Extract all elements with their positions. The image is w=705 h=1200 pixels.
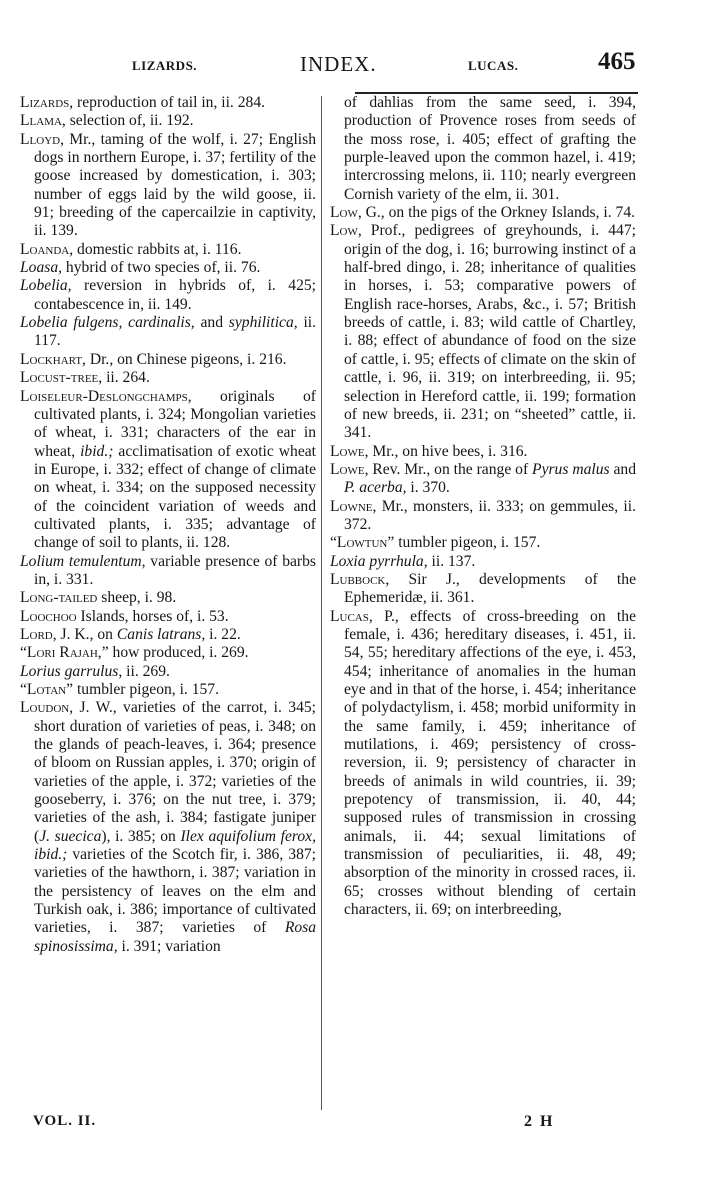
index-entry	[330, 94, 636, 204]
entry-text: of dahlias from the same seed, i. 394, production of Provence roses from seeds of the moss rose, i. 405; effect of grafting the purple-leaved upon the common hazel, i. 419; intercrossing melons, ii. 110; nearly evergreen Cornish variety of the elm, ii. 301.	[344, 94, 636, 203]
entry-text: ii. 137.	[427, 552, 476, 570]
index-entry	[20, 644, 316, 662]
entry-heading: Locust-tree,	[20, 369, 103, 387]
entry-heading: “Lori Rajah,”	[20, 644, 109, 662]
index-entry	[20, 388, 316, 553]
index-entry	[20, 553, 316, 590]
entry-text: i. 370.	[406, 479, 450, 497]
index-entry	[20, 314, 316, 351]
entry-text: J. W., varieties of the carrot, i. 345; short duration of varieties of peas, i. 348; on the glands of peach-leaves, i. 364; presence of bloom on Russian apples, i. 370; origin of varieties of the apple, i. 372; varieties of the gooseberry, i. 376; on the nut tree, i. 379; varieties of the ash, i. 384; fastigate juniper (	[34, 699, 316, 845]
entry-text: reversion in hybrids of, i. 425; contabescence in, ii. 149.	[34, 277, 316, 313]
entry-heading: “Lotan”	[20, 681, 74, 698]
entry-text: Islands, horses of, i. 53.	[76, 607, 229, 625]
index-entry	[330, 534, 636, 552]
entry-text: tumbler pigeon, i. 157.	[73, 681, 220, 698]
entry-heading: Loudon,	[20, 699, 74, 717]
index-entry	[20, 241, 316, 259]
entry-italic-text: Pyrus malus	[532, 460, 610, 478]
footer-volume: VOL. II.	[33, 1113, 97, 1129]
entry-text: Prof., pedigrees of greyhounds, i. 447; origin of the dog, i. 16; burrowing instinct of a half-bred dingo, i. 28; inheritance of qualities in horses, i. 53; comparative powers of English race-horses, Arabs, &c., i. 57; British breeds of cattle, i. 83; wild cattle of Chartley, i. 88; effect of abundance of food on the size of cattle, i. 95; effects of climate on the skin of cattle, i. 96, ii. 319; on interbreeding, ii. 95; selection in Hereford cattle, ii. 199; formation of new breeds, ii. 231; on “sheeted” cattle, ii. 341.	[344, 222, 636, 442]
entry-heading: Loochoo	[20, 607, 77, 625]
entry-heading: Loiseleur-Deslongchamps,	[20, 387, 192, 405]
index-entry	[20, 277, 316, 314]
entry-heading: Lubbock,	[330, 570, 390, 588]
entry-text: Mr., monsters, ii. 333; on gemmules, ii. 372.	[344, 497, 636, 533]
index-entry	[20, 663, 316, 681]
entry-text: G., on the pigs of the Orkney Islands, i. 74.	[361, 204, 636, 222]
entry-text: Mr., taming of the wolf, i. 27; English dogs in northern Europe, i. 37; fertility of the goose increased by domestication, i. 303; number of eggs laid by the wild goose, ii. 91; breeding of the capercailzie in captivity, ii. 139.	[34, 130, 316, 240]
entry-heading: Lloyd,	[20, 130, 64, 148]
entry-text: ii. 117.	[34, 314, 317, 350]
entry-heading: Loasa,	[20, 259, 63, 277]
index-entry	[330, 608, 636, 920]
entry-heading: Lizards,	[20, 94, 74, 111]
entry-text: tumbler pigeon, i. 157.	[394, 534, 541, 552]
index-entry	[330, 571, 636, 608]
entry-text: Mr., on hive bees, i. 316.	[368, 442, 528, 460]
index-entry	[20, 681, 316, 699]
index-entry	[20, 259, 316, 277]
entry-heading: Llama,	[20, 112, 66, 130]
entry-text: varieties of the Scotch fir, i. 386, 387; varieties of the hawthorn, i. 387; variation in the persistency of leaves on the elm and Turkish oak, i. 386; importance of cultivated varieties, i. 387; varieties of	[34, 846, 316, 937]
entry-heading: Low,	[330, 222, 362, 240]
entry-text: selection of, ii. 192.	[65, 112, 194, 130]
index-column-right	[330, 94, 636, 919]
entry-heading: Lowe,	[330, 442, 369, 460]
entry-heading: Long-tailed	[20, 589, 98, 607]
index-entry	[20, 608, 316, 626]
index-entry	[20, 131, 316, 241]
index-entry	[330, 553, 636, 571]
entry-text: sheep, i. 98.	[97, 589, 177, 607]
index-entry	[20, 94, 316, 112]
entry-text: J. K., on	[56, 625, 117, 643]
index-entry	[330, 443, 636, 461]
index-entry	[20, 626, 316, 644]
entry-heading: Lolium temulentum,	[20, 552, 146, 570]
entry-italic-text: Canis latrans,	[116, 625, 206, 643]
entry-text: ii. 269.	[122, 662, 170, 680]
entry-heading: Loxia pyrrhula,	[330, 552, 428, 570]
index-entry	[330, 498, 636, 535]
entry-heading: Lowne,	[330, 497, 377, 515]
entry-italic-text: syphilitica,	[228, 314, 298, 332]
running-header	[0, 48, 705, 92]
entry-italic-text: J. suecica	[39, 827, 102, 845]
index-entry	[20, 589, 316, 607]
page-number: 465	[598, 48, 636, 75]
header-title: INDEX.	[300, 52, 377, 76]
entry-text: P., effects of cross-breeding on the female, i. 436; hereditary diseases, i. 451, ii. 54, 55; hereditary affections of the eye, i. 453, 454; inheritance of anomalies in the human eye and in that of the horse, i. 454; inheritance of polydactylism, i. 458; morbid uniformity in the same family, i. 459; inheritance of mutilations, i. 469; persistency of cross-reversion, ii. 9; persistency of character in breeds of animals in wild countries, ii. 39; prepotency of transmission, ii. 40, 44; supposed rules of transmission in crossing animals, ii. 44; sexual limitations of transmission of peculiarities, ii. 48, 49; absorption of the minority in crossed races, ii. 65; crosses without blending of certain characters, ii. 69; on interbreeding,	[344, 607, 636, 919]
entry-text: reproduction of tail in, ii. 284.	[73, 94, 266, 111]
entry-text: and	[609, 460, 637, 478]
entry-heading: Lowe,	[330, 460, 369, 478]
entry-text: and	[194, 314, 229, 332]
entry-heading: Low,	[330, 204, 362, 222]
index-column-left	[20, 94, 316, 956]
index-entry	[330, 222, 636, 442]
entry-heading: Loanda,	[20, 240, 74, 258]
entry-text: Dr., on Chinese pigeons, i. 216.	[85, 350, 287, 368]
entry-text: i. 391; variation	[117, 937, 221, 955]
index-entry	[330, 204, 636, 222]
entry-italic-text: P. acerba,	[344, 479, 407, 497]
index-entry	[20, 112, 316, 130]
entry-text: Sir J., developments of the Ephemeridæ, ii. 361.	[344, 570, 636, 607]
entry-heading: “Lowtun”	[330, 534, 395, 552]
entry-heading: Lord,	[20, 625, 57, 643]
header-left-catchword: LIZARDS.	[132, 58, 198, 73]
entry-text: domestic rabbits at, i. 116.	[73, 240, 242, 258]
entry-italic-text: Rosa spinosissima,	[34, 919, 316, 955]
index-entry	[330, 461, 636, 498]
entry-text: Rev. Mr., on the range of	[368, 460, 533, 478]
entry-text: acclimatisation of exotic wheat in Europe, i. 332; effect of change of climate on wheat, i. 334; on the supposed necessity of the coincident variation of weeds and cultivated plants, i. 335; advantage of change of soil to plants, ii. 128.	[34, 442, 317, 552]
entry-heading: Lorius garrulus,	[20, 662, 123, 680]
entry-italic-text: ibid.;	[80, 442, 114, 460]
entry-text: ), i. 385; on	[101, 827, 181, 845]
entry-text: i. 22.	[205, 625, 241, 643]
entry-heading: Lobelia fulgens, cardinalis,	[20, 314, 195, 332]
entry-text: ii. 264.	[102, 369, 150, 387]
entry-italic-text: Ilex aquifolium ferox, ibid.;	[34, 827, 316, 864]
index-entry	[20, 351, 316, 369]
entry-heading: Lobelia,	[20, 277, 72, 295]
entry-text: how produced, i. 269.	[108, 644, 249, 662]
header-right-catchword: LUCAS.	[468, 58, 519, 73]
entry-text: originals of cultivated plants, i. 324; Mongolian varieties of wheat, i. 331; characters of the ear in wheat,	[34, 387, 316, 460]
entry-heading: Lucas,	[330, 607, 373, 625]
index-entry	[20, 699, 316, 956]
entry-text: variable presence of barbs in, i. 331.	[34, 552, 316, 588]
entry-text: hybrid of two species of, ii. 76.	[62, 259, 261, 277]
column-divider	[321, 96, 322, 1110]
footer-signature: 2 H	[524, 1113, 555, 1130]
entry-heading: Lockhart,	[20, 350, 86, 368]
index-entry	[20, 369, 316, 387]
